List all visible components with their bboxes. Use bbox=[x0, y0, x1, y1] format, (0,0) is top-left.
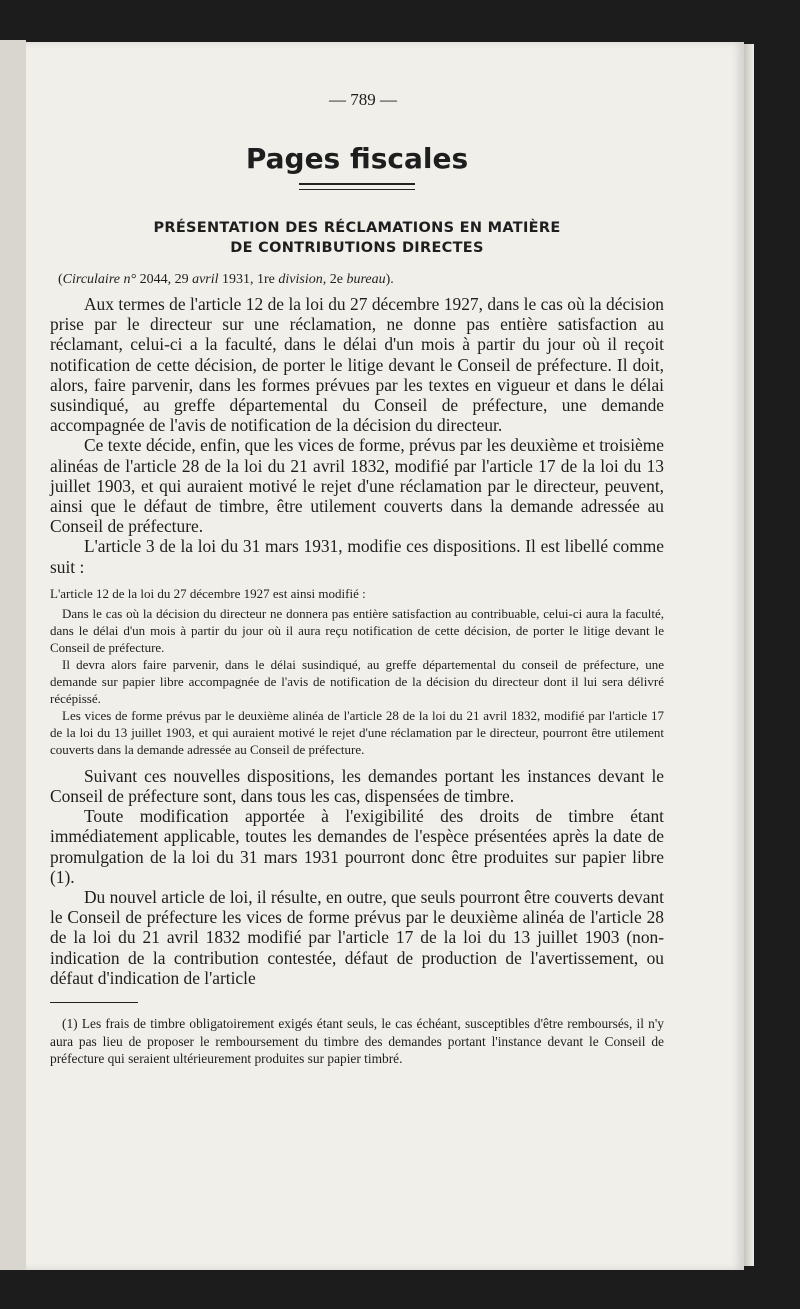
quote-paragraph-1: Dans le cas où la décision du directeur ne donnera pas entière satisfaction au contribuable, celui-ci aura la faculté, dans le délai d'un mois à partir du jour où il aura reçu notification de cette décision, de porter le litige devant le Conseil de préfecture. bbox=[50, 605, 664, 655]
heading-line-2: DE CONTRIBUTIONS DIRECTES bbox=[230, 240, 484, 256]
circular-close: ). bbox=[385, 272, 394, 287]
quoted-law-text bbox=[50, 585, 664, 758]
body-paragraph-2: Ce texte décide, enfin, que les vices de forme, prévus par les deuxième et troisième alinéas de l'article 28 de la loi du 21 avril 1832, modifié par l'article 17 de la loi du 13 juillet 1903, et qui auraient motivé le rejet d'une réclamation par le directeur, peuvent, ainsi que le défaut de timbre, être utilement couverts dans la demande adressée au Conseil de préfecture. bbox=[50, 435, 664, 537]
body-paragraph-3: L'article 3 de la loi du 31 mars 1931, modifie ces dispositions. Il est libellé comme suit : bbox=[50, 536, 664, 577]
quote-paragraph-2: Il devra alors faire parvenir, dans le délai susindiqué, au greffe départemental du conseil de préfecture, une demande sur papier libre accompagnée de l'avis de notification de la décision du directeur dont il lui sera délivré récépissé. bbox=[50, 656, 664, 706]
section-title: Pages fiscales bbox=[245, 142, 469, 175]
document-page bbox=[26, 42, 744, 1270]
body-paragraph-5: Toute modification apportée à l'exigibilité des droits de timbre étant immédiatement applicable, toutes les demandes de l'espèce présentées après la date de promulgation de la loi du 31 mars 1931 pourront donc être produites sur papier libre (1). bbox=[50, 806, 664, 887]
quote-intro: L'article 12 de la loi du 27 décembre 1927 est ainsi modifié : bbox=[50, 585, 366, 601]
circular-division: division, bbox=[278, 272, 327, 287]
circular-label: Circulaire n° bbox=[62, 272, 137, 287]
title-underline bbox=[299, 183, 415, 190]
circular-bureau-number: 2e bbox=[326, 272, 347, 287]
page-content bbox=[50, 90, 664, 1068]
facing-page-edge bbox=[0, 40, 26, 1270]
heading-line-1: PRÉSENTATION DES RÉCLAMATIONS EN MATIÈRE bbox=[153, 220, 561, 236]
circular-open: ( bbox=[58, 272, 63, 287]
circular-number: 2044, 29 bbox=[136, 272, 193, 287]
circular-bureau: bureau bbox=[346, 272, 386, 287]
body-paragraph-6: Du nouvel article de loi, il résulte, en outre, que seuls pourront être couverts devant le Conseil de préfecture les vices de forme prévus par le deuxième alinéa de l'article 28 de la loi du 21 avril 1832 modifié par l'article 17 de la loi du 13 juillet 1903 (non-indication de la contribution contestée, défaut de production de l'avertissement, ou défaut d'indication de l'article bbox=[50, 887, 664, 988]
body-paragraph-1: Aux termes de l'article 12 de la loi du 27 décembre 1927, dans le cas où la décision prise par le directeur sur une réclamation, ne donne pas entière satisfaction au réclamant, celui-ci a la faculté, dans le délai d'un mois à partir du jour où il reçoit notification de cette décision, de porter le litige devant le Conseil de préfecture. Il doit, alors, faire parvenir, dans les formes prévues par les textes en vigueur et dans le délai susindiqué, au greffe départemental du Conseil de préfecture, une demande accompagnée de l'avis de notification de la décision du directeur. bbox=[50, 294, 664, 436]
page-thickness-edge bbox=[744, 44, 754, 1266]
footnote-rule bbox=[50, 1002, 138, 1003]
circular-reference bbox=[58, 272, 664, 288]
quote-paragraph-3: Les vices de forme prévus par le deuxième alinéa de l'article 28 de la loi du 21 avril 1832, modifié par l'article 17 de la loi du 13 juillet 1903, et qui auraient motivé le rejet d'une réclamation par le directeur, pourront être utilement couverts dans la demande adressée au Conseil de préfecture. bbox=[50, 707, 664, 757]
body-paragraph-4: Suivant ces nouvelles dispositions, les demandes portant les instances devant le Conseil de préfecture sont, dans tous les cas, dispensées de timbre. bbox=[50, 765, 664, 807]
article-heading bbox=[50, 218, 664, 258]
circular-month: avril bbox=[192, 272, 219, 287]
page-number: — 789 — bbox=[329, 90, 397, 109]
footnote: (1) Les frais de timbre obligatoirement exigés étant seuls, le cas échéant, susceptibles d'être remboursés, il n'y aura pas lieu de proposer le remboursement du timbre des demandes portant l'instance devant le Conseil de préfecture qui seraient ultérieurement produites sur papier timbré. bbox=[50, 1016, 664, 1067]
circular-year: 1931, 1re bbox=[218, 272, 279, 287]
